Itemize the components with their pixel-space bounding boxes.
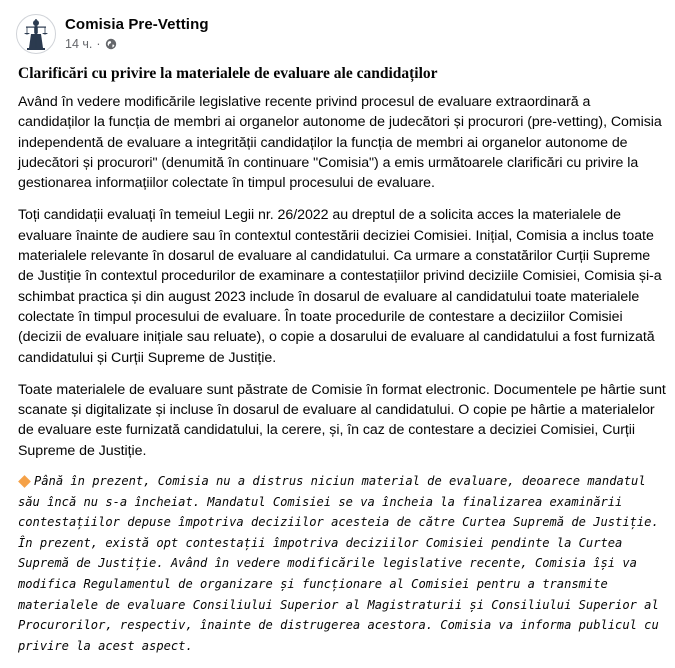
post-meta <box>65 15 209 53</box>
page-name-link[interactable]: Comisia Pre-Vetting <box>65 16 209 33</box>
post-header <box>16 12 209 56</box>
post-body <box>18 64 666 668</box>
separator-dot: · <box>96 37 101 51</box>
globe-icon[interactable] <box>105 38 117 50</box>
page-avatar[interactable] <box>16 14 56 54</box>
post-paragraph-3: Toate materialele de evaluare sunt păstrate de Comisie în format electronic. Documentele pe hârtie sunt scanate și digitalizate și incluse în dosarul de evaluare al candidatului. O copie pe hârtie a materialelor de evaluare este furnizată candidatului, la cerere, și, în caz de contestare a deciziei Comisiei, Curții Supreme de Justiție. <box>18 381 666 459</box>
lady-justice-icon <box>21 17 51 51</box>
post-timestamp[interactable]: 14 ч. <box>65 37 93 51</box>
orange-diamond-icon <box>18 475 31 488</box>
post-paragraph-1: Având în vedere modificările legislative recente privind procesul de evaluare extraordinară a candidaților la funcția de membri ai organelor autonome de judecători și procurori (pre-vetting), Comisia independentă de evaluare a integrității candidaților la funcția de membri ai organelor autonome de judecători și procurori" (denumită în continuare "Comisia") a emis următoarele clarificări cu privire la gestionarea informațiilor colectate în timpul procesului de evaluare. <box>18 94 662 192</box>
post-paragraph-italic <box>18 471 666 656</box>
post-title: Clarificări cu privire la materialele de evaluare ale candidaților <box>18 65 438 82</box>
post-paragraph-2: Toți candidații evaluați în temeiul Legii nr. 26/2022 au dreptul de a solicita acces la materialele de evaluare înainte de audiere sau în contextul contestării deciziei Comisiei. Inițial, Comisia a inclus toate materialele relevante în dosarul de evaluare al candidatului. Ca urmare a constatărilor Curții Supreme de Justiție în contextul procedurilor de examinare a contestațiilor privind deciziile Comisiei, Comisia și-a schimbat practica și din august 2023 include în dosarul de evaluare al candidatului toate materialele colectate în timpul procesului de evaluare. În toate procedurile de contestare a deciziilor Comisiei (decizii de evaluare inițiale sau reluate), o copie a dosarului de evaluare al candidatului a fost furnizată candidatului și Curții Supreme de Justiție. <box>18 207 662 366</box>
post-subline <box>65 35 209 53</box>
italic-paragraph-text: Până în prezent, Comisia nu a distrus niciun material de evaluare, deoarece mandatul său încă nu s-a încheiat. Mandatul Comisiei se va încheia la finalizarea examinării contestațiilor depuse împotriva deciziilor acesteia de către Curtea Supremă de Justiție. În prezent, există opt contestații împotriva deciziilor Comisiei pendinte la Curtea Supremă de Justiție. Având în vedere modificările legislative recente, Comisia își va modifica Regulamentul de organizare și funcționare al Comisiei pentru a transmite materialele de evaluare Consiliului Superior al Magistraturii și Consiliului Superior al Procurorilor, respectiv, înainte de distrugerea acestora. Comisia va informa publicul cu privire la acest aspect. <box>18 474 659 653</box>
